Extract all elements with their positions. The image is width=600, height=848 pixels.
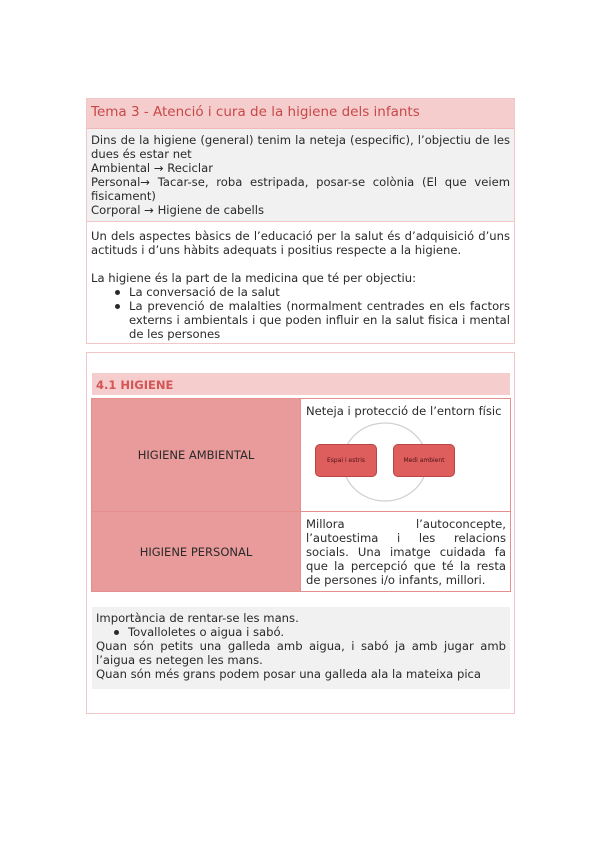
table-row	[92, 512, 510, 591]
diagram-node: Espai i estris	[315, 444, 377, 477]
list-item: La prevenció de malalties (normalment centrades en els factors externs i ambientals i que poden influir en la salut fisica i mental de les persones	[115, 299, 510, 341]
section-heading: 4.1 HIGIENE	[92, 373, 510, 395]
ambiental-label-cell: HIGIENE AMBIENTAL	[92, 399, 301, 511]
health-education-paragraph: Un dels aspectes bàsics de l’educació per la salut és d’adquisició d’uns actituds i d’uns hàbits adequats i positius respecte a la higiene.	[91, 229, 510, 257]
topic-card	[86, 98, 515, 344]
hygiene-section-card	[86, 352, 515, 714]
ambiental-description: Neteja i protecció de l’entorn físic	[306, 404, 502, 418]
objectives-list	[115, 285, 510, 341]
hygiene-definition-panel	[87, 222, 514, 341]
list-item: La conversació de la salut	[115, 285, 510, 299]
handwashing-older-children: Quan són més grans podem posar una galleda ala la mateixa pica	[96, 667, 482, 681]
hygiene-definition: La higiene és la part de la medicina que té per objectiu:	[91, 271, 416, 285]
personal-label-cell: HIGIENE PERSONAL	[92, 512, 301, 591]
personal-description-cell: Millora l’autoconcepte, l’autoestima i les relacions socials. Una imatge cuidada fa que la percepció que té la resta de persones i/o infants, millori.	[306, 517, 506, 587]
topic-title: Tema 3 - Atenció i cura de la higiene dels infants	[87, 99, 514, 129]
handwashing-title: Importància de rentar-se les mans.	[96, 611, 299, 625]
cycle-diagram	[315, 419, 465, 505]
table-row	[92, 399, 510, 512]
handwashing-small-children: Quan són petits una galleda amb aigua, i sabó ja amb jugar amb l’aigua es netegen les mans.	[96, 639, 506, 667]
hygiene-types-panel	[87, 129, 514, 222]
hygiene-intro: Dins de la higiene (general) tenim la neteja (especific), l’objectiu de les dues és estar net	[91, 133, 510, 161]
list-item: Tovalloletes o aigua i sabó.	[114, 625, 506, 639]
hygiene-table	[91, 398, 511, 592]
hygiene-ambiental-line: Ambiental → Reciclar	[91, 161, 213, 175]
handwashing-list	[114, 625, 506, 639]
diagram-node: Medi ambient	[393, 444, 455, 477]
hygiene-corporal-line: Corporal → Higiene de cabells	[91, 203, 265, 217]
ambiental-description-cell	[301, 399, 510, 511]
hygiene-personal-line: Personal→ Tacar-se, roba estripada, posar-se colònia (El que veiem fisicament)	[91, 175, 510, 203]
handwashing-panel	[92, 607, 510, 689]
